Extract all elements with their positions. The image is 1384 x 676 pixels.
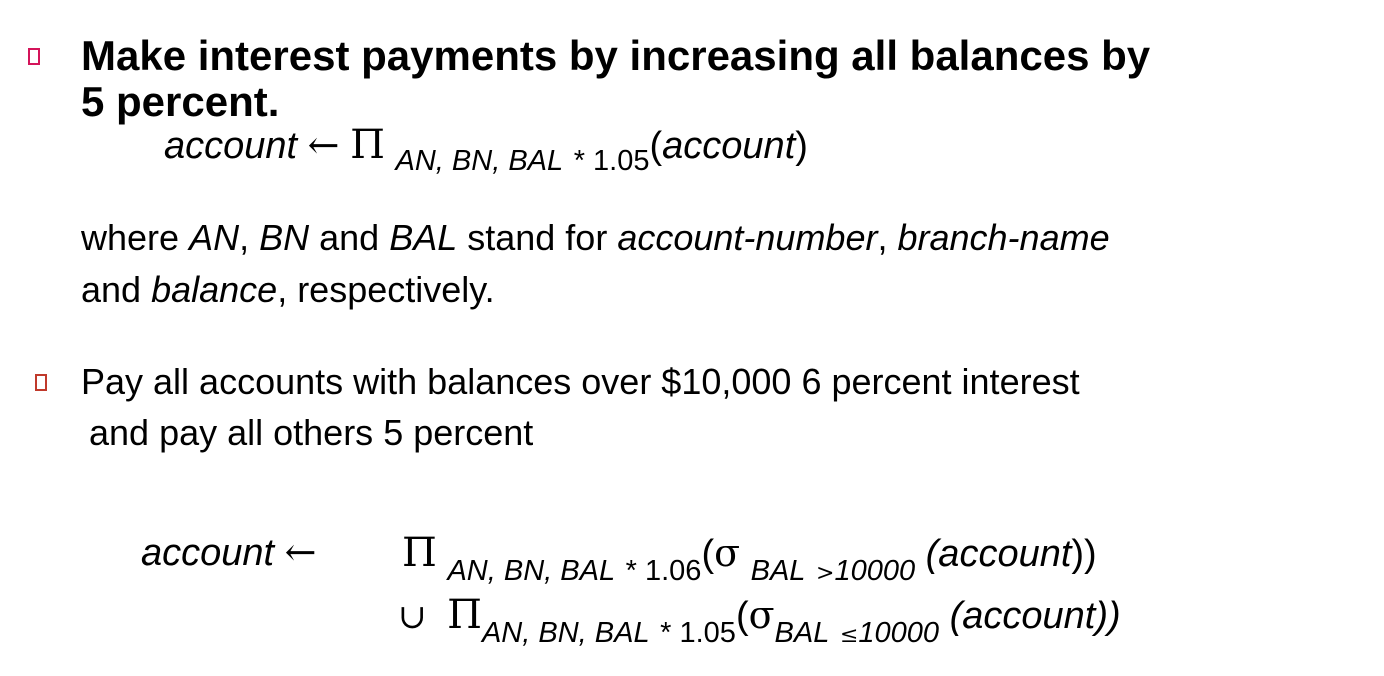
- arrow-symbol: ←: [307, 123, 340, 167]
- text: where: [81, 217, 190, 258]
- formula2-lhs: account: [141, 532, 275, 574]
- bullet-icon: [35, 374, 47, 391]
- formula2-line2: [398, 592, 1121, 649]
- bullet-icon: [28, 48, 40, 65]
- formula2-sel1-val: 10000: [834, 555, 916, 587]
- term-balance: balance: [151, 269, 278, 310]
- formula1-arg: account: [662, 125, 796, 167]
- explanation-line1: [81, 213, 1110, 263]
- term-account-number: account-number: [617, 217, 878, 258]
- formula2-sel1-attr: BAL: [750, 555, 806, 587]
- formula2-arg1: (account: [925, 533, 1072, 575]
- pi-symbol: Π: [447, 592, 482, 638]
- pi-symbol: Π: [350, 122, 385, 168]
- formula2-sel2-op: ≤: [839, 623, 859, 648]
- union-symbol: ∪: [398, 597, 427, 637]
- formula1-open: (: [649, 125, 663, 167]
- bullet1-line1: Make interest payments by increasing all balances by: [81, 32, 1151, 79]
- formula2-sub-op2: * 1.05: [660, 617, 736, 649]
- text: and: [81, 269, 152, 310]
- bullet2-line1: Pay all accounts with balances over $10,000 6 percent interest: [81, 361, 1080, 402]
- sigma-symbol: σ: [714, 531, 741, 575]
- term-bn: BN: [259, 217, 310, 258]
- term-bal: BAL: [389, 217, 458, 258]
- formula2-sub-attrs: AN, BN, BAL: [447, 555, 616, 587]
- formula1-close: ): [795, 125, 808, 167]
- formula1-sub-op: * 1.05: [573, 145, 650, 177]
- term-an: AN: [189, 217, 240, 258]
- formula2-sel2-attr: BAL: [774, 617, 830, 649]
- formula2-sel1-op: >: [816, 561, 835, 586]
- formula1-lhs: account: [164, 125, 298, 167]
- term-branch-name: branch-name: [897, 217, 1110, 258]
- formula2-open2: (: [735, 595, 749, 637]
- formula2-close1: )): [1071, 533, 1097, 575]
- formula2-sub2-attrs: AN, BN, BAL: [481, 617, 650, 649]
- formula1-sub-attrs: AN, BN, BAL: [395, 145, 564, 177]
- text: ,: [877, 217, 898, 258]
- text: and: [309, 217, 390, 258]
- text: stand for: [457, 217, 618, 258]
- formula2-open1: (: [701, 533, 715, 575]
- text: ,: [239, 217, 260, 258]
- pi-symbol: Π: [402, 530, 437, 576]
- formula-1: [164, 122, 808, 177]
- arrow-symbol: ←: [284, 530, 317, 574]
- text: , respectively.: [277, 269, 495, 310]
- explanation-line2: [81, 265, 495, 315]
- bullet2-line2: and pay all others 5 percent: [89, 412, 534, 453]
- bullet1-line2: 5 percent.: [81, 78, 280, 125]
- formula2-line1: [402, 530, 1097, 587]
- sigma-symbol: σ: [748, 593, 775, 637]
- formula2-arg2: (account)): [949, 595, 1121, 637]
- formula2-sub-op1: * 1.06: [625, 555, 702, 587]
- formula2-sel2-val: 10000: [858, 617, 940, 649]
- formula2-lhs-group: [141, 530, 317, 575]
